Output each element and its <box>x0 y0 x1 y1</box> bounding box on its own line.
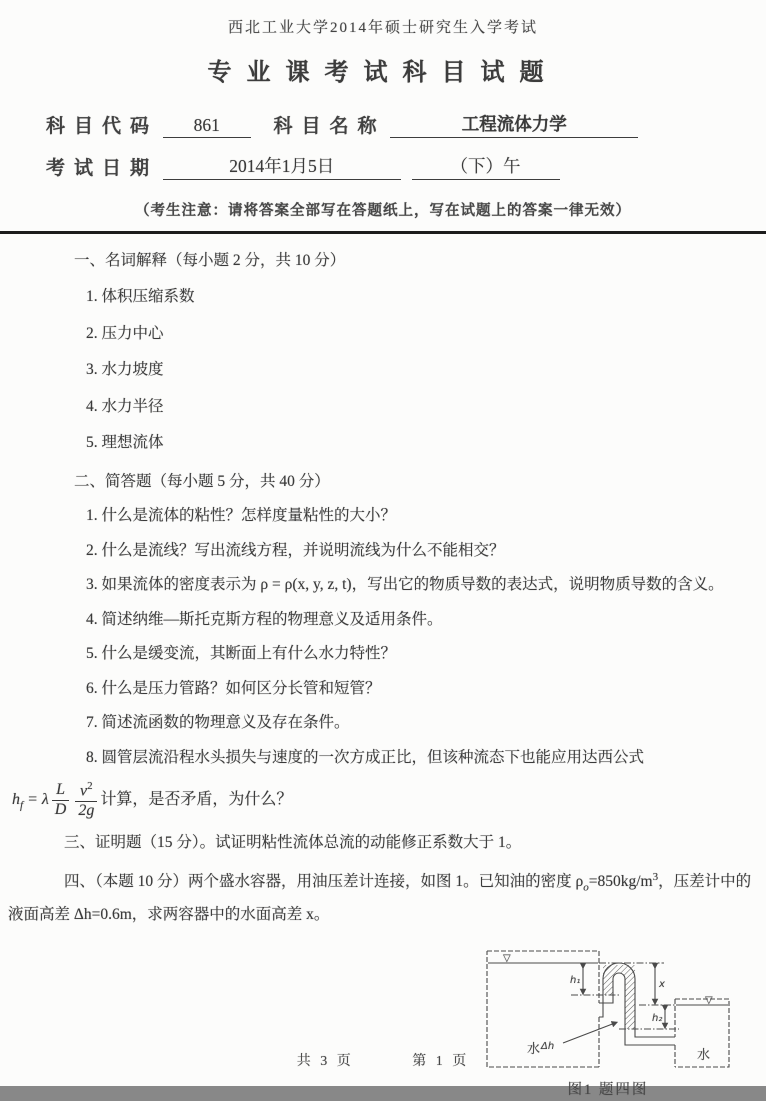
term-item: 3. 水力坡度 <box>86 361 164 379</box>
exam-meta <box>46 111 718 180</box>
page-footer <box>0 1050 766 1070</box>
formula-suffix: 计算，是否矛盾，为什么？ <box>100 791 293 809</box>
subject-code-value: 861 <box>163 115 251 138</box>
subject-name-label: 科目名称 <box>273 116 386 137</box>
question-item: 3. 如果流体的密度表示为 ρ = ρ(x, y, z, t)，写出它的物质导数的表达式，说明物质导数的含义。 <box>86 576 724 594</box>
subject-row <box>46 111 718 138</box>
water-surface-marker: ▽ <box>503 952 511 964</box>
exam-session-value: （下）午 <box>412 153 560 180</box>
question-item: 7. 简述流函数的物理意义及存在条件。 <box>86 714 350 732</box>
exam-title: 专业课考试科目试题 <box>207 60 559 86</box>
formula-fraction-v2g: $\frac{v^2}{2g}$ <box>75 781 97 820</box>
formula-equals-lambda: = λ <box>23 791 49 809</box>
subject-name-value: 工程流体力学 <box>390 111 638 138</box>
subject-code-label: 科目代码 <box>46 116 159 137</box>
question-item: 4. 简述纳维—斯托克斯方程的物理意义及适用条件。 <box>86 610 443 628</box>
exam-header <box>0 0 766 220</box>
label-h2: h₂ <box>652 1012 663 1024</box>
label-right-water: 水 <box>697 1047 711 1063</box>
term-item: 4. 水力半径 <box>86 397 164 415</box>
exam-date-label: 考试日期 <box>46 158 159 179</box>
formula-lhs-sub: f <box>20 799 24 812</box>
candidate-notice: （考生注意：请将答案全部写在答题纸上，写在试题上的答案一律无效） <box>135 203 631 219</box>
date-row <box>46 153 718 180</box>
exam-date-value: 2014年1月5日 <box>163 153 401 180</box>
term-item: 5. 理想流体 <box>86 434 164 452</box>
current-page: 第 1 页 <box>412 1054 470 1069</box>
label-left-water: 水 <box>527 1041 541 1057</box>
section1-heading: 一、名词解释（每小题 2 分，共 10 分） <box>74 252 346 269</box>
figure-caption: 图1 题四图 <box>567 1081 649 1098</box>
section3-text: 三、证明题（15 分）。试证明粘性流体总流的动能修正系数大于 1。 <box>64 833 522 851</box>
label-dh: Δh <box>541 1040 555 1052</box>
section4-text: 四、（本题 10 分）两个盛水容器，用油压差计连接，如图 1。已知油的密度 $\rho_o=850kg/m^3$，压差计中的液面高差 Δh=0.6m，求两容器中的水面高差 x。 <box>8 871 752 924</box>
figure-1 <box>474 939 742 1101</box>
water-surface-marker: ▽ <box>705 994 713 1006</box>
header-divider <box>0 231 766 234</box>
term-item: 2. 压力中心 <box>86 324 164 342</box>
question-item: 5. 什么是缓变流，其断面上有什么水力特性？ <box>86 645 397 663</box>
label-x: x <box>659 978 665 990</box>
section2-heading: 二、简答题（每小题 5 分，共 40 分） <box>74 472 330 490</box>
formula-lhs: h <box>12 791 20 809</box>
total-pages: 共 3 页 <box>296 1054 354 1069</box>
question-item: 6. 什么是压力管路？如何区分长管和短管？ <box>86 679 381 697</box>
label-h1: h₁ <box>570 974 581 986</box>
darcy-formula <box>12 781 752 820</box>
question-item: 2. 什么是流线？写出流线方程，并说明流线为什么不能相交？ <box>86 541 505 559</box>
term-item: 1. 体积压缩系数 <box>86 288 195 306</box>
question-item: 1. 什么是流体的粘性？怎样度量粘性的大小？ <box>86 507 397 525</box>
question-item: 8. 圆管层流沿程水头损失与速度的一次方成正比，但该种流态下也能应用达西公式 <box>86 748 645 766</box>
formula-fraction-ld: $\frac{L}{D}$ <box>52 782 70 819</box>
university-exam-line: 西北工业大学2014年硕士研究生入学考试 <box>227 20 538 36</box>
